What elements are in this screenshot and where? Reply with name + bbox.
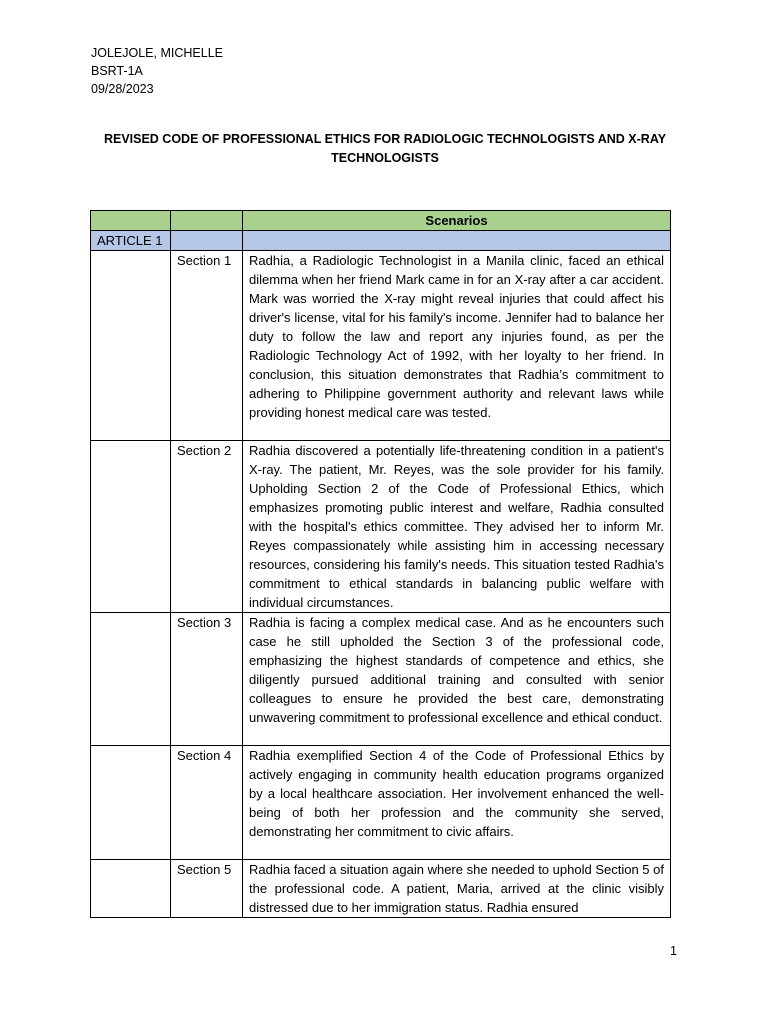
table-row bbox=[91, 251, 671, 441]
section-scenario: Radhia exemplified Section 4 of the Code of Professional Ethics by actively engaging in community health education programs organized by a local healthcare association. Her involvement enhanced the well-being of both her profession and the community she served, demonstrating her commitment to civic affairs. bbox=[243, 746, 671, 860]
section-label: Section 4 bbox=[171, 746, 243, 860]
student-name: JOLEJOLE, MICHELLE bbox=[91, 46, 223, 60]
table-row bbox=[91, 441, 671, 613]
article-label: ARTICLE 1 bbox=[91, 231, 171, 251]
submission-date: 09/28/2023 bbox=[91, 82, 154, 96]
section-label: Section 1 bbox=[171, 251, 243, 441]
section-scenario: Radhia, a Radiologic Technologist in a Manila clinic, faced an ethical dilemma when her friend Mark came in for an X-ray after a car accident. Mark was worried the X-ray might reveal injuries that could affect his driver's license, vital for his family's income. Jennifer had to balance her duty to follow the law and report any injuries found, as per the Radiologic Technology Act of 1992, with her loyalty to her friend. In conclusion, this situation demonstrates that Radhia’s commitment to adhering to Philippine government authority and relevant laws while providing honest medical care was tested. bbox=[243, 251, 671, 441]
empty-cell bbox=[91, 441, 171, 613]
student-course: BSRT-1A bbox=[91, 64, 143, 78]
table-header-row bbox=[91, 211, 671, 231]
scenarios-table bbox=[90, 210, 671, 918]
page-number: 1 bbox=[670, 944, 677, 958]
document-title: REVISED CODE OF PROFESSIONAL ETHICS FOR RADIOLOGIC TECHNOLOGISTS AND X-RAY TECHNOLOGISTS bbox=[103, 132, 667, 165]
scenarios-header: Scenarios bbox=[243, 211, 671, 231]
section-scenario: Radhia faced a situation again where she needed to uphold Section 5 of the professional code. A patient, Maria, arrived at the clinic visibly distressed due to her immigration status. Radhia ensured bbox=[243, 860, 671, 918]
empty-cell bbox=[91, 613, 171, 746]
table-row bbox=[91, 613, 671, 746]
table-row bbox=[91, 860, 671, 918]
header-cell-empty bbox=[171, 211, 243, 231]
empty-cell bbox=[91, 251, 171, 441]
student-info bbox=[91, 44, 223, 98]
article-row bbox=[91, 231, 671, 251]
empty-cell bbox=[91, 860, 171, 918]
article-cell-empty bbox=[243, 231, 671, 251]
article-cell-empty bbox=[171, 231, 243, 251]
section-label: Section 2 bbox=[171, 441, 243, 613]
section-scenario: Radhia discovered a potentially life-threatening condition in a patient's X-ray. The patient, Mr. Reyes, was the sole provider for his family. Upholding Section 2 of the Code of Professional Ethics, which emphasizes promoting public interest and welfare, Radhia consulted with the hospital's ethics committee. They advised her to inform Mr. Reyes compassionately while assisting him in accessing necessary resources, considering his family's needs. This situation tested Radhia's commitment to ethical standards in balancing public welfare with individual circumstances. bbox=[243, 441, 671, 613]
header-cell-empty bbox=[91, 211, 171, 231]
section-scenario: Radhia is facing a complex medical case. And as he encounters such case he still upholded the Section 3 of the professional code, emphasizing the highest standards of competence and ethics, she diligently pursued additional training and consulted with senior colleagues to ensure he provided the best care, demonstrating unwavering commitment to professional excellence and ethical conduct. bbox=[243, 613, 671, 746]
table-row bbox=[91, 746, 671, 860]
section-label: Section 5 bbox=[171, 860, 243, 918]
section-label: Section 3 bbox=[171, 613, 243, 746]
empty-cell bbox=[91, 746, 171, 860]
